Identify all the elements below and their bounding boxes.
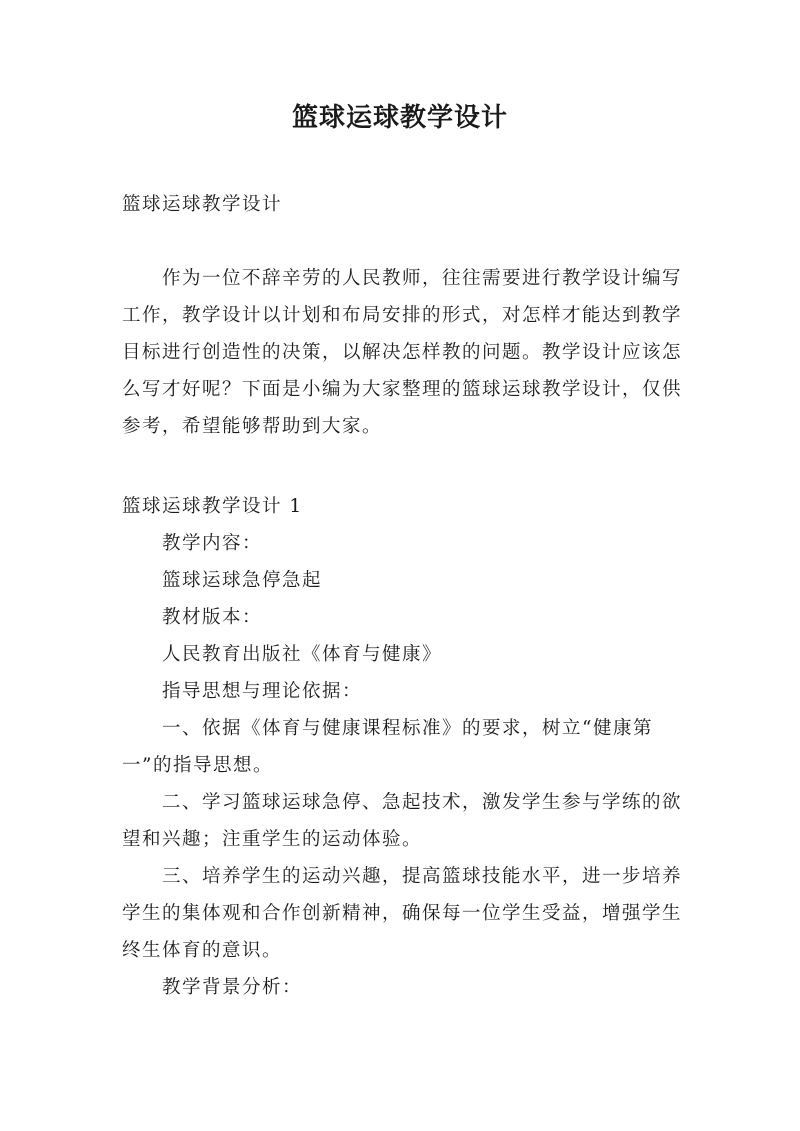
paragraph-guidance-2: 二、学习篮球运球急停、急起技术，激发学生参与学练的欲望和兴趣；注重学生的运动体验。 <box>122 792 683 850</box>
section-1 <box>122 488 682 1006</box>
document-subtitle: 篮球运球教学设计 <box>122 194 283 215</box>
paragraph-guidance-3: 三、培养学生的运动兴趣，提高篮球技能水平，进一步培养学生的集体观和合作创新精神，确保每一位学生受益，增强学生终生体育的意识。 <box>122 866 683 961</box>
paragraph-guidance-label: 指导思想与理论依据： <box>162 681 363 702</box>
paragraph-edition-label: 教材版本： <box>162 607 263 628</box>
paragraph-background-label: 教学背景分析： <box>162 977 303 998</box>
document-title: 篮球运球教学设计 <box>291 103 508 133</box>
paragraph-content: 篮球运球急停急起 <box>162 570 323 591</box>
paragraph-guidance-1: 一、依据《体育与健康课程标准》的要求，树立“健康第一”的指导思想。 <box>122 718 653 776</box>
paragraph-content-label: 教学内容： <box>162 533 263 554</box>
paragraph-edition: 人民教育出版社《体育与健康》 <box>162 644 443 665</box>
section-heading: 篮球运球教学设计 1 <box>122 496 303 517</box>
intro-paragraph: 作为一位不辞辛劳的人民教师，往往需要进行教学设计编写工作，教学设计以计划和布局安排的形式，对怎样才能达到教学目标进行创造性的决策，以解决怎样教的问题。教学设计应该怎么写才好呢？下面是小编为大家整理的篮球运球教学设计，仅供参考，希望能够帮助到大家。 <box>122 268 683 437</box>
